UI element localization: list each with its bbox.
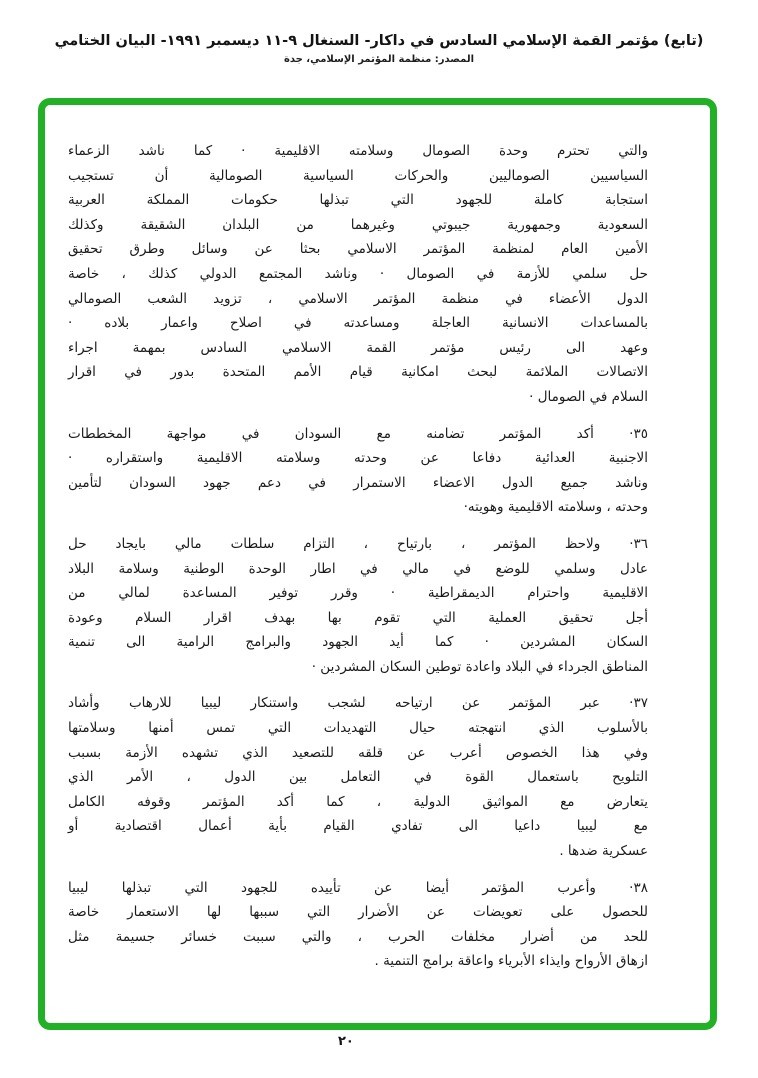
document-body xyxy=(68,139,648,974)
text-line: للحصول على تعويضات عن الأضرار التي سببها لها الاستعمار خاصة xyxy=(68,904,648,921)
text-line: ٣٥· أكد المؤتمر تضامنه مع السودان في مواجهة المخططات xyxy=(68,425,648,442)
paragraph xyxy=(68,139,648,410)
text-line: للحد من أضرار مخلفات الحرب ، والتي سببت خسائر جسيمة مثل xyxy=(68,928,648,945)
text-line: بالمساعدات الانسانية العاجلة ومساعدته في اصلاح واعمار بلاده · xyxy=(68,315,648,332)
text-line: أجل تحقيق العملية التي تقوم بها بهدف اقرار السلام وعودة xyxy=(68,609,648,626)
text-line: وناشد جميع الدول الاعضاء الاستمرار في دعم جهود السودان لتأمين xyxy=(68,474,648,491)
text-line: الاتصالات الملائمة لبحث امكانية قيام الأمم المتحدة بدور في اقرار xyxy=(68,364,648,381)
text-line: ٣٦· ولاحظ المؤتمر ، بارتياح ، التزام سلطات مالي بايجاد حل xyxy=(68,535,648,552)
text-line: الاجنبية العدائية دفاعا عن وحدته وسلامته الاقليمية واستقراره · xyxy=(68,450,648,467)
text-line: الاقليمية واحترام الديمقراطية · وقرر توفير المساعدة لمالي من xyxy=(68,585,648,602)
text-line: المناطق الجرداء في البلاد واعادة توطين السكان المشردين · xyxy=(311,658,648,675)
text-line: ازهاق الأرواح وايذاء الأبرياء واعاقة برامج التنمية . xyxy=(374,953,648,970)
text-line: عادل وسلمي للوضع في مالي في اطار الوحدة الوطنية وسلامة البلاد xyxy=(68,560,648,577)
page-number: ٢٠ xyxy=(338,1034,354,1049)
text-line: وحدته ، وسلامته الاقليمية وهويته· xyxy=(463,499,648,516)
paragraph xyxy=(68,532,648,680)
paragraph xyxy=(68,422,648,520)
header-source: المصدر: منظمة المؤتمر الإسلامي، جدة xyxy=(283,54,475,65)
text-line: التلويح باستعمال القوة في التعامل بين الدول ، الأمر الذي xyxy=(68,769,648,786)
header-title: (تابع) مؤتمر القمة الإسلامي السادس في داكار- السنغال ٩-١١ ديسمبر ١٩٩١- البيان الختامي xyxy=(54,33,704,49)
text-line: استجابة كاملة للجهود التي تبذلها حكومات المملكة العربية xyxy=(68,192,648,209)
text-line: يتعارض مع المواثيق الدولية ، كما أكد المؤتمر وقوفه الكامل xyxy=(68,793,648,810)
text-line: وعهد الى رئيس مؤتمر القمة الاسلامي السادس بمهمة اجراء xyxy=(68,339,648,356)
page-header xyxy=(0,33,758,65)
text-line: وفي هذا الخصوص أعرب عن قلقه للتصعيد الذي تشهده الأزمة بسبب xyxy=(68,744,648,761)
text-line: مع ليبيا داعيا الى تفادي القيام بأية أعمال اقتصادية أو xyxy=(68,818,648,835)
paragraph xyxy=(68,876,648,974)
text-line: ٣٧· عبر المؤتمر عن ارتياحه لشجب واستنكار ليبيا للارهاب وأشاد xyxy=(68,695,648,712)
text-line: الأمين العام لمنظمة المؤتمر الاسلامي بحثا عن وسائل وطرق تحقيق xyxy=(68,241,648,258)
text-line: والتي تحترم وحدة الصومال وسلامته الاقليمية · كما ناشد الزعماء xyxy=(68,143,648,159)
text-line: السعودية وجمهورية جيبوتي وغيرهما من البلدان الشقيقة وكذلك xyxy=(68,216,648,233)
text-line: عسكرية ضدها . xyxy=(559,843,648,860)
paragraph xyxy=(68,691,648,863)
text-line: السلام في الصومال · xyxy=(529,388,648,405)
text-line: السياسيين الصوماليين والحركات السياسية الصومالية أن تستجيب xyxy=(68,167,648,184)
text-line: حل سلمي للأزمة في الصومال · وناشد المجتمع الدولي كذلك ، خاصة xyxy=(68,265,648,282)
text-line: ٣٨· وأعرب المؤتمر أيضا عن تأييده للجهود التي تبذلها ليبيا xyxy=(68,879,648,896)
text-line: الدول الأعضاء في منظمة المؤتمر الاسلامي ، تزويد الشعب الصومالي xyxy=(68,290,648,307)
text-line: بالأسلوب الذي انتهجته حيال التهديدات التي تمس أمنها وسلامتها xyxy=(68,720,648,737)
text-line: السكان المشردين · كما أيد الجهود والبرامج الرامية الى تنمية xyxy=(68,634,648,651)
